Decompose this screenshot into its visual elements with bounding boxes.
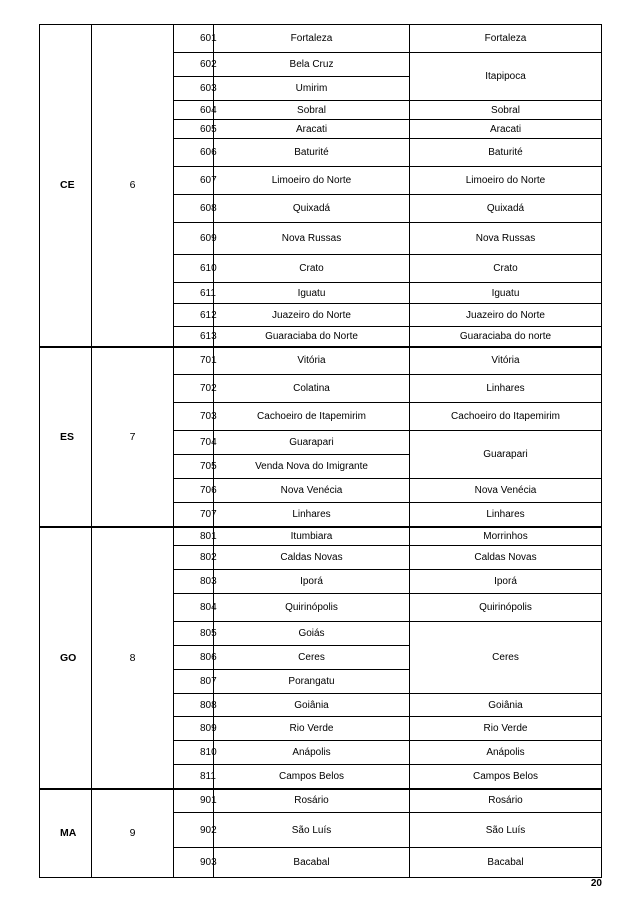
reference-city-cell: Rio Verde xyxy=(410,717,602,741)
code-cell: 902 xyxy=(174,813,214,848)
code-cell: 610 xyxy=(174,255,214,283)
municipality-cell: Goiânia xyxy=(214,694,410,717)
municipality-cell: Rosário xyxy=(214,789,410,813)
reference-city-cell: Bacabal xyxy=(410,848,602,878)
code-cell: 707 xyxy=(174,503,214,527)
code-cell: 807 xyxy=(174,670,214,694)
table-row xyxy=(40,789,602,813)
state-cell: GO xyxy=(40,527,92,789)
reference-city-cell: Itapipoca xyxy=(410,53,602,101)
municipality-cell: Baturité xyxy=(214,139,410,167)
reference-city-cell: Cachoeiro do Itapemirim xyxy=(410,403,602,431)
reference-city-cell: Guaraciaba do norte xyxy=(410,327,602,347)
municipality-cell: São Luís xyxy=(214,813,410,848)
municipality-cell: Guarapari xyxy=(214,431,410,455)
code-cell: 804 xyxy=(174,594,214,622)
code-cell: 810 xyxy=(174,741,214,765)
reference-city-cell: Goiânia xyxy=(410,694,602,717)
reference-city-cell: Limoeiro do Norte xyxy=(410,167,602,195)
code-cell: 706 xyxy=(174,479,214,503)
reference-city-cell: Rosário xyxy=(410,789,602,813)
region-cell: 9 xyxy=(92,789,174,878)
reference-city-cell: Iguatu xyxy=(410,283,602,304)
municipality-cell: Aracati xyxy=(214,120,410,139)
municipality-cell: Itumbiara xyxy=(214,527,410,546)
municipality-cell: Caldas Novas xyxy=(214,546,410,570)
municipality-cell: Venda Nova do Imigrante xyxy=(214,455,410,479)
region-cell: 7 xyxy=(92,347,174,527)
table-row xyxy=(40,527,602,546)
reference-city-cell: Anápolis xyxy=(410,741,602,765)
reference-city-cell: Aracati xyxy=(410,120,602,139)
state-cell: ES xyxy=(40,347,92,527)
reference-city-cell: Linhares xyxy=(410,375,602,403)
page-number: 20 xyxy=(590,878,602,889)
reference-city-cell: Campos Belos xyxy=(410,765,602,789)
municipality-cell: Guaraciaba do Norte xyxy=(214,327,410,347)
code-cell: 608 xyxy=(174,195,214,223)
reference-city-cell: Nova Russas xyxy=(410,223,602,255)
reference-city-cell: Linhares xyxy=(410,503,602,527)
reference-city-cell: Guarapari xyxy=(410,431,602,479)
reference-city-cell: Sobral xyxy=(410,101,602,120)
code-cell: 802 xyxy=(174,546,214,570)
code-cell: 803 xyxy=(174,570,214,594)
region-cell: 6 xyxy=(92,25,174,347)
code-cell: 811 xyxy=(174,765,214,789)
code-cell: 903 xyxy=(174,848,214,878)
table-row xyxy=(40,25,602,53)
reference-city-cell: Vitória xyxy=(410,347,602,375)
municipality-cell: Anápolis xyxy=(214,741,410,765)
health-regions-table xyxy=(39,24,602,878)
reference-city-cell: Iporá xyxy=(410,570,602,594)
code-cell: 701 xyxy=(174,347,214,375)
reference-city-cell: Morrinhos xyxy=(410,527,602,546)
municipality-cell: Linhares xyxy=(214,503,410,527)
municipality-cell: Ceres xyxy=(214,646,410,670)
table-row xyxy=(40,347,602,375)
municipality-cell: Crato xyxy=(214,255,410,283)
municipality-cell: Nova Russas xyxy=(214,223,410,255)
code-cell: 806 xyxy=(174,646,214,670)
code-cell: 604 xyxy=(174,101,214,120)
code-cell: 703 xyxy=(174,403,214,431)
reference-city-cell: Baturité xyxy=(410,139,602,167)
reference-city-cell: Juazeiro do Norte xyxy=(410,304,602,327)
code-cell: 808 xyxy=(174,694,214,717)
code-cell: 609 xyxy=(174,223,214,255)
municipality-cell: Rio Verde xyxy=(214,717,410,741)
reference-city-cell: Ceres xyxy=(410,622,602,694)
municipality-cell: Umirim xyxy=(214,77,410,101)
code-cell: 607 xyxy=(174,167,214,195)
municipality-cell: Goiás xyxy=(214,622,410,646)
code-cell: 613 xyxy=(174,327,214,347)
municipality-cell: Vitória xyxy=(214,347,410,375)
code-cell: 606 xyxy=(174,139,214,167)
code-cell: 702 xyxy=(174,375,214,403)
code-cell: 801 xyxy=(174,527,214,546)
code-cell: 805 xyxy=(174,622,214,646)
municipality-cell: Porangatu xyxy=(214,670,410,694)
municipality-cell: Sobral xyxy=(214,101,410,120)
region-cell: 8 xyxy=(92,527,174,789)
municipality-cell: Fortaleza xyxy=(214,25,410,53)
code-cell: 809 xyxy=(174,717,214,741)
municipality-cell: Limoeiro do Norte xyxy=(214,167,410,195)
reference-city-cell: Crato xyxy=(410,255,602,283)
code-cell: 705 xyxy=(174,455,214,479)
code-cell: 704 xyxy=(174,431,214,455)
reference-city-cell: Nova Venécia xyxy=(410,479,602,503)
code-cell: 612 xyxy=(174,304,214,327)
reference-city-cell: Quirinópolis xyxy=(410,594,602,622)
municipality-cell: Bacabal xyxy=(214,848,410,878)
reference-city-cell: Quixadá xyxy=(410,195,602,223)
code-cell: 603 xyxy=(174,77,214,101)
code-cell: 601 xyxy=(174,25,214,53)
reference-city-cell: Caldas Novas xyxy=(410,546,602,570)
code-cell: 602 xyxy=(174,53,214,77)
municipality-cell: Nova Venécia xyxy=(214,479,410,503)
municipality-cell: Iporá xyxy=(214,570,410,594)
municipality-cell: Cachoeiro de Itapemirim xyxy=(214,403,410,431)
reference-city-cell: São Luís xyxy=(410,813,602,848)
code-cell: 901 xyxy=(174,789,214,813)
municipality-cell: Juazeiro do Norte xyxy=(214,304,410,327)
municipality-cell: Colatina xyxy=(214,375,410,403)
state-cell: MA xyxy=(40,789,92,878)
municipality-cell: Quirinópolis xyxy=(214,594,410,622)
code-cell: 605 xyxy=(174,120,214,139)
municipality-cell: Campos Belos xyxy=(214,765,410,789)
municipality-cell: Quixadá xyxy=(214,195,410,223)
municipality-cell: Iguatu xyxy=(214,283,410,304)
reference-city-cell: Fortaleza xyxy=(410,25,602,53)
table-body xyxy=(40,25,602,878)
municipality-cell: Bela Cruz xyxy=(214,53,410,77)
state-cell: CE xyxy=(40,25,92,347)
code-cell: 611 xyxy=(174,283,214,304)
